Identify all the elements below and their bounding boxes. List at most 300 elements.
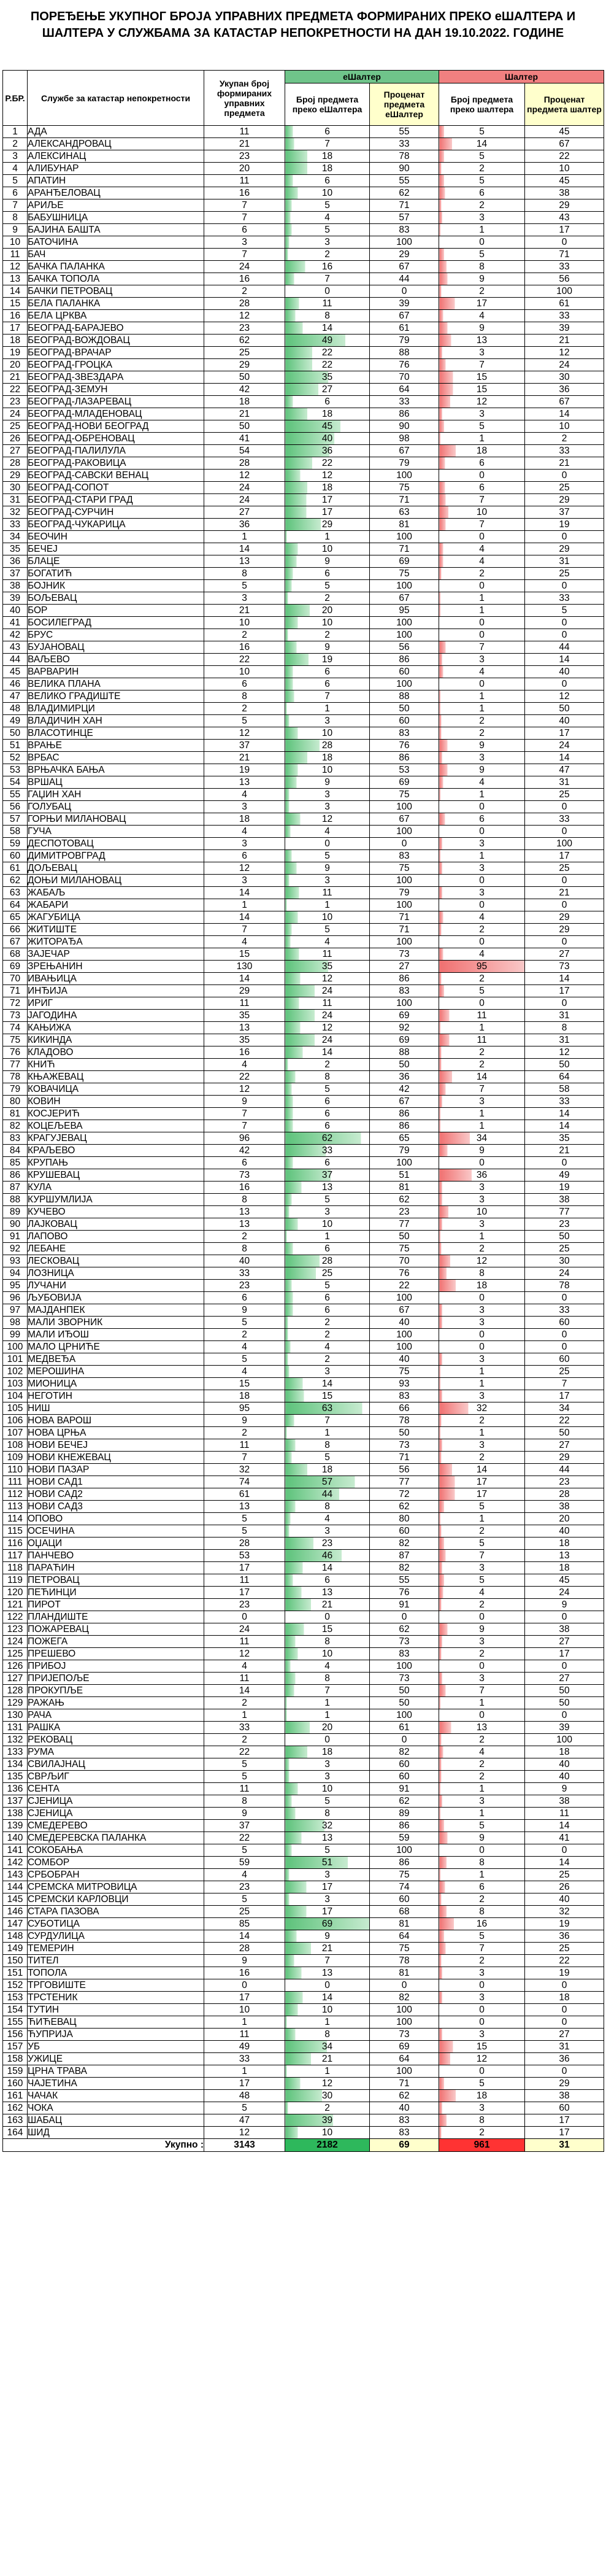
cell-e-pct: 50 (370, 1059, 439, 1071)
cell-s-pct: 29 (525, 494, 604, 506)
cell-e-broj: 1 (285, 703, 370, 715)
cell-rb: 118 (3, 1562, 28, 1574)
table-row (3, 261, 604, 273)
cell-s-pct: 14 (525, 1820, 604, 1832)
cell-s-broj: 2 (439, 1599, 525, 1611)
cell-e-pct: 55 (370, 175, 439, 187)
cell-s-broj: 1 (439, 1231, 525, 1243)
cell-s-broj: 4 (439, 543, 525, 555)
cell-s-pct: 17 (525, 1648, 604, 1660)
table-row (3, 445, 604, 457)
cell-e-broj: 4 (285, 1341, 370, 1353)
cell-e-pct: 75 (370, 568, 439, 580)
table-row (3, 1673, 604, 1685)
cell-e-broj: 18 (285, 482, 370, 494)
cell-rb: 83 (3, 1132, 28, 1145)
cell-name: БОР (28, 605, 204, 617)
cell-ukupno: 11 (204, 1636, 285, 1648)
table-row (3, 1820, 604, 1832)
cell-s-broj: 2 (439, 1243, 525, 1255)
cell-s-pct: 18 (525, 1746, 604, 1758)
cell-s-broj: 1 (439, 1108, 525, 1120)
cell-rb: 60 (3, 850, 28, 862)
cell-s-pct: 21 (525, 1145, 604, 1157)
cell-e-pct: 62 (370, 1194, 439, 1206)
table-row (3, 1893, 604, 1906)
cell-e-broj: 62 (285, 1132, 370, 1145)
cell-s-pct: 14 (525, 654, 604, 666)
cell-rb: 56 (3, 801, 28, 813)
cell-rb: 97 (3, 1304, 28, 1317)
cell-s-pct: 18 (525, 1537, 604, 1550)
cell-e-broj: 35 (285, 961, 370, 973)
cell-s-broj: 5 (439, 1537, 525, 1550)
cell-s-pct: 29 (525, 1452, 604, 1464)
cell-name: РАШКА (28, 1722, 204, 1734)
cell-s-pct: 25 (525, 1869, 604, 1881)
cell-name: ОЏАЦИ (28, 1537, 204, 1550)
cell-e-pct: 73 (370, 2029, 439, 2041)
cell-name: РАЖАЊ (28, 1697, 204, 1709)
table-row (3, 1537, 604, 1550)
cell-name: ВЕЛИКА ПЛАНА (28, 678, 204, 690)
cell-rb: 12 (3, 261, 28, 273)
cell-s-broj: 6 (439, 482, 525, 494)
cell-ukupno: 4 (204, 1341, 285, 1353)
cell-s-pct: 44 (525, 641, 604, 654)
cell-e-broj: 0 (285, 1734, 370, 1746)
cell-rb: 15 (3, 298, 28, 310)
cell-e-broj: 10 (285, 2127, 370, 2139)
cell-e-pct: 93 (370, 1378, 439, 1390)
cell-ukupno: 28 (204, 1943, 285, 1955)
cell-ukupno: 5 (204, 1844, 285, 1857)
cell-name: ПИРОТ (28, 1599, 204, 1611)
cell-s-broj: 0 (439, 997, 525, 1010)
cell-name: БУЈАНОВАЦ (28, 641, 204, 654)
cell-e-broj: 28 (285, 1255, 370, 1267)
cell-s-pct: 50 (525, 1231, 604, 1243)
cell-rb: 135 (3, 1771, 28, 1783)
cell-rb: 99 (3, 1329, 28, 1341)
cell-s-broj: 0 (439, 1341, 525, 1353)
cell-s-pct: 27 (525, 2029, 604, 2041)
header-sluzba: Службе за катастар непокретности (28, 71, 204, 126)
cell-ukupno: 2 (204, 1427, 285, 1439)
cell-rb: 54 (3, 776, 28, 789)
cell-rb: 158 (3, 2053, 28, 2065)
cell-name: РЕКОВАЦ (28, 1734, 204, 1746)
table-row (3, 1145, 604, 1157)
cell-ukupno: 10 (204, 617, 285, 629)
cell-e-broj: 40 (285, 433, 370, 445)
cell-ukupno: 23 (204, 1599, 285, 1611)
cell-e-pct: 62 (370, 1501, 439, 1513)
cell-rb: 49 (3, 715, 28, 727)
cell-ukupno: 130 (204, 961, 285, 973)
cell-s-pct: 25 (525, 568, 604, 580)
table-row (3, 1501, 604, 1513)
header-e-pct: Проценат предмета еШалтер (370, 83, 439, 126)
cell-s-pct: 14 (525, 973, 604, 985)
table-row (3, 1415, 604, 1427)
cell-s-pct: 24 (525, 1267, 604, 1280)
cell-s-broj: 0 (439, 678, 525, 690)
cell-s-pct: 0 (525, 2065, 604, 2078)
cell-s-pct: 39 (525, 322, 604, 335)
cell-s-broj: 12 (439, 396, 525, 408)
cell-ukupno: 28 (204, 298, 285, 310)
header-s-pct: Проценат предмета шалтер (525, 83, 604, 126)
cell-e-broj: 1 (285, 1697, 370, 1709)
cell-rb: 76 (3, 1046, 28, 1059)
cell-e-broj: 12 (285, 1022, 370, 1034)
cell-e-pct: 78 (370, 1955, 439, 1967)
cell-e-pct: 98 (370, 433, 439, 445)
table-row (3, 911, 604, 924)
cell-name: КИКИНДА (28, 1034, 204, 1046)
cell-rb: 95 (3, 1280, 28, 1292)
cell-e-broj: 29 (285, 519, 370, 531)
cell-rb: 24 (3, 408, 28, 420)
cell-name: СТАРА ПАЗОВА (28, 1906, 204, 1918)
cell-e-pct: 100 (370, 2016, 439, 2029)
cell-rb: 66 (3, 924, 28, 936)
cell-e-broj: 14 (285, 1378, 370, 1390)
cell-e-pct: 67 (370, 813, 439, 826)
cell-s-broj: 34 (439, 1132, 525, 1145)
cell-rb: 159 (3, 2065, 28, 2078)
cell-ukupno: 42 (204, 1145, 285, 1157)
cell-s-pct: 36 (525, 2053, 604, 2065)
cell-name: СОКОБАЊА (28, 1844, 204, 1857)
cell-s-pct: 100 (525, 1734, 604, 1746)
cell-name: БЕОГРАД-ЧУКАРИЦА (28, 519, 204, 531)
cell-s-broj: 4 (439, 776, 525, 789)
table-row (3, 1783, 604, 1795)
table-row (3, 826, 604, 838)
cell-e-broj: 12 (285, 2078, 370, 2090)
cell-e-broj: 3 (285, 236, 370, 249)
table-row (3, 1709, 604, 1722)
cell-ukupno: 18 (204, 813, 285, 826)
cell-s-broj: 3 (439, 887, 525, 899)
cell-s-broj: 0 (439, 1709, 525, 1722)
cell-e-pct: 60 (370, 1758, 439, 1771)
cell-s-pct: 100 (525, 838, 604, 850)
cell-s-pct: 50 (525, 1427, 604, 1439)
cell-e-broj: 2 (285, 2102, 370, 2114)
cell-s-pct: 25 (525, 482, 604, 494)
cell-e-pct: 77 (370, 1218, 439, 1231)
cell-rb: 19 (3, 347, 28, 359)
cell-name: ЛАЈКОВАЦ (28, 1218, 204, 1231)
cell-s-pct: 37 (525, 506, 604, 519)
table-row (3, 1906, 604, 1918)
cell-ukupno: 1 (204, 2065, 285, 2078)
cell-e-broj: 8 (285, 310, 370, 322)
cell-e-pct: 79 (370, 1145, 439, 1157)
cell-e-pct: 100 (370, 580, 439, 592)
table-row (3, 2078, 604, 2090)
cell-s-broj: 0 (439, 801, 525, 813)
cell-s-pct: 22 (525, 150, 604, 163)
cell-rb: 51 (3, 740, 28, 752)
cell-e-pct: 83 (370, 2127, 439, 2139)
table-row (3, 752, 604, 764)
cell-name: ГУЧА (28, 826, 204, 838)
cell-rb: 55 (3, 789, 28, 801)
cell-e-pct: 0 (370, 1979, 439, 1992)
table-row (3, 2102, 604, 2114)
cell-s-pct: 0 (525, 1611, 604, 1623)
cell-e-broj: 17 (285, 494, 370, 506)
table-row (3, 1108, 604, 1120)
cell-e-pct: 67 (370, 592, 439, 605)
cell-e-pct: 27 (370, 961, 439, 973)
cell-e-broj: 20 (285, 1722, 370, 1734)
cell-s-broj: 1 (439, 224, 525, 236)
cell-e-pct: 83 (370, 1390, 439, 1402)
cell-rb: 85 (3, 1157, 28, 1169)
cell-e-broj: 4 (285, 936, 370, 948)
cell-s-pct: 40 (525, 1893, 604, 1906)
cell-e-pct: 50 (370, 1427, 439, 1439)
cell-name: БЕОГРАД-СОПОТ (28, 482, 204, 494)
cell-name: ЗРЕЊАНИН (28, 961, 204, 973)
cell-s-pct: 0 (525, 1292, 604, 1304)
cell-rb: 35 (3, 543, 28, 555)
cell-e-pct: 53 (370, 764, 439, 776)
cell-e-pct: 100 (370, 801, 439, 813)
cell-s-broj: 3 (439, 1390, 525, 1402)
cell-e-pct: 44 (370, 273, 439, 285)
cell-ukupno: 7 (204, 199, 285, 212)
cell-name: ГАЏИН ХАН (28, 789, 204, 801)
table-row (3, 224, 604, 236)
cell-name: НЕГОТИН (28, 1390, 204, 1402)
cell-ukupno: 21 (204, 138, 285, 150)
cell-name: ГОЛУБАЦ (28, 801, 204, 813)
cell-e-pct: 59 (370, 1832, 439, 1844)
cell-e-pct: 77 (370, 1476, 439, 1488)
cell-rb: 90 (3, 1218, 28, 1231)
cell-name: ЖИТОРАЂА (28, 936, 204, 948)
cell-name: СМЕДЕРЕВО (28, 1820, 204, 1832)
cell-ukupno: 5 (204, 2102, 285, 2114)
cell-s-broj: 3 (439, 1636, 525, 1648)
cell-s-pct: 38 (525, 1623, 604, 1636)
cell-e-broj: 9 (285, 641, 370, 654)
table-row (3, 494, 604, 506)
cell-s-broj: 1 (439, 1022, 525, 1034)
cell-s-broj: 9 (439, 273, 525, 285)
table-row (3, 1292, 604, 1304)
cell-ukupno: 11 (204, 1783, 285, 1795)
cell-e-pct: 62 (370, 2090, 439, 2102)
cell-name: БЕОЧИН (28, 531, 204, 543)
cell-s-broj: 3 (439, 1562, 525, 1574)
cell-ukupno: 49 (204, 2041, 285, 2053)
cell-rb: 67 (3, 936, 28, 948)
cell-ukupno: 18 (204, 396, 285, 408)
cell-rb: 114 (3, 1513, 28, 1525)
cell-rb: 116 (3, 1537, 28, 1550)
cell-s-pct: 50 (525, 1697, 604, 1709)
cell-rb: 8 (3, 212, 28, 224)
cell-ukupno: 40 (204, 1255, 285, 1267)
cell-rb: 105 (3, 1402, 28, 1415)
cell-e-pct: 86 (370, 1820, 439, 1832)
cell-name: БЕОГРАД-ЛАЗАРЕВАЦ (28, 396, 204, 408)
cell-e-broj: 6 (285, 1574, 370, 1587)
cell-ukupno: 6 (204, 1292, 285, 1304)
cell-e-pct: 60 (370, 1771, 439, 1783)
cell-e-broj: 4 (285, 212, 370, 224)
cell-s-pct: 17 (525, 2127, 604, 2139)
cell-name: ВАРВАРИН (28, 666, 204, 678)
cell-s-broj: 1 (439, 703, 525, 715)
cell-s-pct: 25 (525, 1366, 604, 1378)
cell-s-broj: 0 (439, 826, 525, 838)
cell-s-pct: 11 (525, 1808, 604, 1820)
cell-name: НИШ (28, 1402, 204, 1415)
cell-e-pct: 61 (370, 322, 439, 335)
cell-e-broj: 11 (285, 887, 370, 899)
table-row (3, 519, 604, 531)
cell-e-pct: 91 (370, 1599, 439, 1611)
cell-name: СВРЉИГ (28, 1771, 204, 1783)
cell-name: ПРИЈЕПОЉЕ (28, 1673, 204, 1685)
cell-s-broj: 1 (439, 789, 525, 801)
table-row (3, 1304, 604, 1317)
cell-s-broj: 6 (439, 1881, 525, 1893)
cell-ukupno: 2 (204, 629, 285, 641)
cell-rb: 63 (3, 887, 28, 899)
cell-ukupno: 4 (204, 1869, 285, 1881)
cell-rb: 125 (3, 1648, 28, 1660)
cell-e-pct: 68 (370, 1906, 439, 1918)
cell-s-broj: 14 (439, 1071, 525, 1083)
cell-e-pct: 100 (370, 1341, 439, 1353)
cell-ukupno: 5 (204, 1893, 285, 1906)
cell-s-pct: 12 (525, 347, 604, 359)
cell-e-broj: 5 (285, 1452, 370, 1464)
cell-name: ВРБАС (28, 752, 204, 764)
cell-ukupno: 8 (204, 1243, 285, 1255)
cell-s-pct: 100 (525, 285, 604, 298)
cell-e-pct: 100 (370, 678, 439, 690)
cell-rb: 39 (3, 592, 28, 605)
cell-e-broj: 2 (285, 592, 370, 605)
table-row (3, 801, 604, 813)
cell-rb: 61 (3, 862, 28, 875)
cell-s-broj: 5 (439, 985, 525, 997)
cell-e-broj: 6 (285, 678, 370, 690)
cell-s-pct: 31 (525, 555, 604, 568)
cell-name: СЈЕНИЦА (28, 1808, 204, 1820)
cell-e-broj: 18 (285, 752, 370, 764)
cell-s-pct: 2 (525, 433, 604, 445)
cell-e-broj: 8 (285, 1501, 370, 1513)
cell-e-pct: 76 (370, 1267, 439, 1280)
cell-s-pct: 0 (525, 1157, 604, 1169)
cell-e-pct: 88 (370, 690, 439, 703)
cell-e-broj: 14 (285, 1992, 370, 2004)
total-e-pct: 69 (370, 2139, 439, 2152)
cell-e-pct: 80 (370, 1513, 439, 1525)
cell-e-broj: 5 (285, 1795, 370, 1808)
cell-s-broj: 0 (439, 2016, 525, 2029)
cell-e-broj: 3 (285, 1206, 370, 1218)
table-row (3, 629, 604, 641)
cell-rb: 138 (3, 1808, 28, 1820)
cell-s-pct: 34 (525, 1402, 604, 1415)
cell-s-pct: 35 (525, 1132, 604, 1145)
cell-s-broj: 1 (439, 1513, 525, 1525)
cell-e-broj: 36 (285, 445, 370, 457)
cell-rb: 30 (3, 482, 28, 494)
table-row (3, 1918, 604, 1930)
cell-s-pct: 0 (525, 1844, 604, 1857)
cell-e-pct: 40 (370, 2102, 439, 2114)
cell-rb: 43 (3, 641, 28, 654)
cell-s-pct: 10 (525, 420, 604, 433)
cell-ukupno: 42 (204, 384, 285, 396)
cell-ukupno: 5 (204, 1513, 285, 1525)
cell-rb: 3 (3, 150, 28, 163)
cell-ukupno: 7 (204, 249, 285, 261)
cell-s-pct: 12 (525, 1046, 604, 1059)
cell-s-pct: 22 (525, 1955, 604, 1967)
cell-ukupno: 16 (204, 1182, 285, 1194)
cell-e-pct: 71 (370, 199, 439, 212)
cell-name: ДОЉЕВАЦ (28, 862, 204, 875)
cell-name: КУЧЕВО (28, 1206, 204, 1218)
table-row (3, 1071, 604, 1083)
cell-e-pct: 69 (370, 2041, 439, 2053)
cell-s-broj: 2 (439, 568, 525, 580)
cell-rb: 94 (3, 1267, 28, 1280)
cell-e-broj: 7 (285, 1955, 370, 1967)
cell-e-pct: 100 (370, 1329, 439, 1341)
cell-e-broj: 8 (285, 1808, 370, 1820)
cell-e-broj: 22 (285, 347, 370, 359)
cell-ukupno: 85 (204, 1918, 285, 1930)
cell-s-broj: 1 (439, 1783, 525, 1795)
cell-name: ПЛАНДИШТЕ (28, 1611, 204, 1623)
cell-e-pct: 60 (370, 715, 439, 727)
cell-ukupno: 10 (204, 666, 285, 678)
cell-s-broj: 3 (439, 1182, 525, 1194)
cell-rb: 127 (3, 1673, 28, 1685)
cell-s-broj: 8 (439, 1906, 525, 1918)
cell-e-broj: 21 (285, 2053, 370, 2065)
table-row (3, 482, 604, 494)
cell-e-pct: 0 (370, 1734, 439, 1746)
cell-rb: 92 (3, 1243, 28, 1255)
cell-e-broj: 6 (285, 126, 370, 138)
cell-ukupno: 2 (204, 1734, 285, 1746)
cell-e-broj: 17 (285, 1881, 370, 1893)
cell-e-pct: 76 (370, 1587, 439, 1599)
cell-ukupno: 36 (204, 519, 285, 531)
cell-e-broj: 19 (285, 654, 370, 666)
cell-e-pct: 78 (370, 150, 439, 163)
cell-e-pct: 76 (370, 359, 439, 371)
table-row (3, 666, 604, 678)
cell-s-pct: 21 (525, 457, 604, 470)
